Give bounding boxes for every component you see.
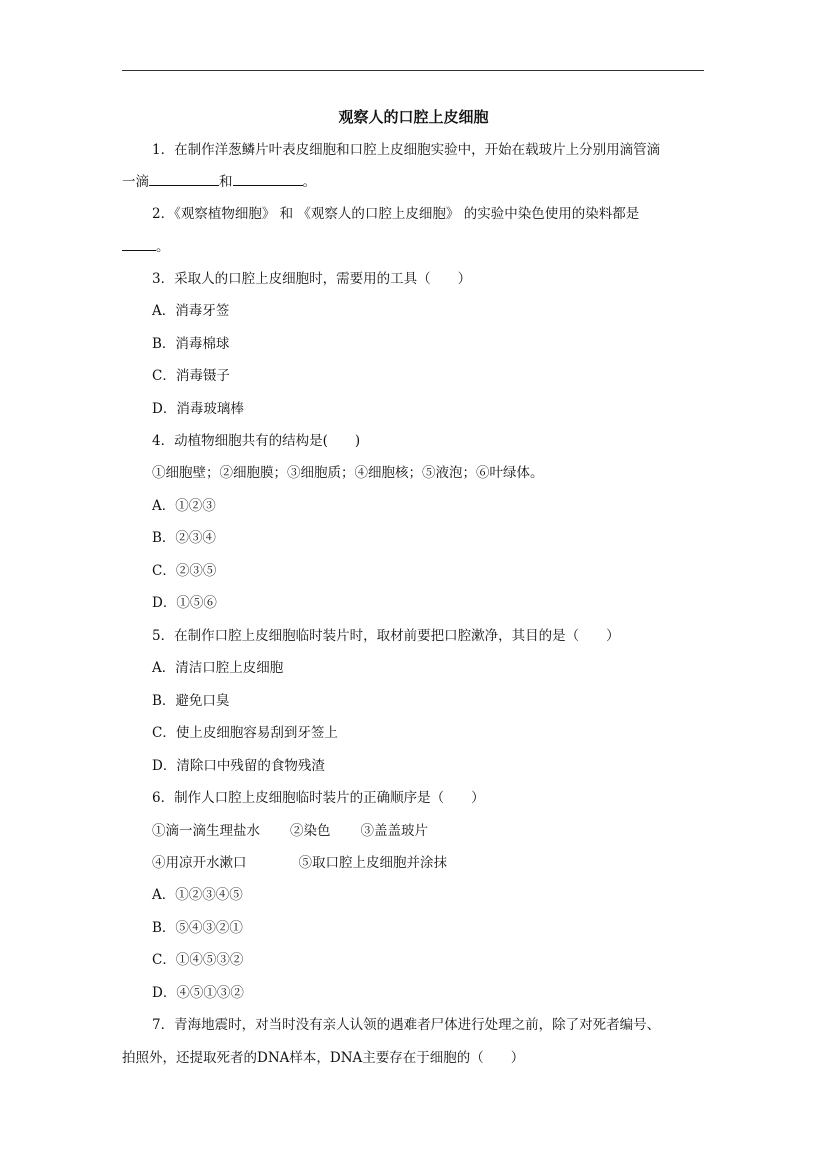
q1-stem-cont bbox=[122, 173, 316, 191]
page-title: 观察人的口腔上皮细胞 bbox=[338, 108, 489, 126]
q4-stem: 4．动植物细胞共有的结构是( ) bbox=[152, 433, 361, 449]
q4-structure-list: ①细胞壁；②细胞膜；③细胞质；④细胞核；⑤液泡；⑥叶绿体。 bbox=[152, 465, 544, 481]
q5-stem: 5．在制作口腔上皮细胞临时装片时，取材前要把口腔漱净，其目的是（ ） bbox=[152, 628, 620, 644]
q2-blank bbox=[122, 238, 156, 251]
q6-option-d: D．④⑤①③② bbox=[152, 985, 244, 1001]
q7-stem: 7．青海地震时，对当时没有亲人认领的遇难者尸体进行处理之前，除了对死者编号、 bbox=[152, 1017, 661, 1033]
q6-step-4: ④用凉开水漱口 bbox=[152, 855, 247, 871]
q6-option-a: A．①②③④⑤ bbox=[152, 887, 243, 903]
q6-steps-row-2 bbox=[152, 854, 447, 872]
q2-text-end: 。 bbox=[156, 239, 170, 255]
q6-option-c: C．①④⑤③② bbox=[152, 952, 244, 968]
q2-stem-cont bbox=[122, 238, 170, 256]
q5-option-d: D．清除口中残留的食物残渣 bbox=[152, 758, 325, 774]
q1-stem: 1．在制作洋葱鳞片叶表皮细胞和口腔上皮细胞实验中，开始在载玻片上分别用滴管滴 bbox=[152, 142, 661, 158]
q3-stem: 3．采取人的口腔上皮细胞时，需要用的工具（ ） bbox=[152, 271, 472, 287]
q4-option-d: D．①⑤⑥ bbox=[152, 595, 217, 611]
q6-step-1: ①滴一滴生理盐水 bbox=[152, 823, 260, 839]
q4-option-b: B．②③④ bbox=[152, 530, 216, 546]
q1-text-part1: 一滴 bbox=[122, 174, 149, 190]
q3-option-c: C．消毒镊子 bbox=[152, 368, 230, 384]
q6-option-b: B．⑤④③②① bbox=[152, 920, 243, 936]
q1-blank-2 bbox=[233, 173, 303, 186]
q4-option-c: C．②③⑤ bbox=[152, 563, 217, 579]
q3-option-d: D．消毒玻璃棒 bbox=[152, 401, 244, 417]
q5-option-b: B．避免口臭 bbox=[152, 693, 230, 709]
q1-text-part2: 和 bbox=[219, 174, 233, 190]
q6-steps-row-1 bbox=[152, 822, 428, 840]
q6-step-3: ③盖盖玻片 bbox=[360, 823, 428, 839]
q6-stem: 6．制作人口腔上皮细胞临时装片的正确顺序是（ ） bbox=[152, 790, 485, 806]
q6-step-2: ②染色 bbox=[290, 823, 331, 839]
q5-option-a: A．清洁口腔上皮细胞 bbox=[152, 660, 284, 676]
q1-blank-1 bbox=[149, 173, 219, 186]
header-rule bbox=[122, 70, 704, 71]
q3-option-b: B．消毒棉球 bbox=[152, 336, 230, 352]
q5-option-c: C．使上皮细胞容易刮到牙签上 bbox=[152, 725, 338, 741]
q1-text-part3: 。 bbox=[302, 174, 316, 190]
q4-option-a: A．①②③ bbox=[152, 498, 216, 514]
q2-stem: 2．《观察植物细胞》 和 《观察人的口腔上皮细胞》 的实验中染色使用的染料都是 bbox=[152, 206, 640, 222]
q3-option-a: A．消毒牙签 bbox=[152, 303, 230, 319]
q6-step-5: ⑤取口腔上皮细胞并涂抹 bbox=[298, 855, 447, 871]
q7-stem-cont: 拍照外，还提取死者的DNA样本，DNA主要存在于细胞的（ ） bbox=[122, 1050, 525, 1066]
